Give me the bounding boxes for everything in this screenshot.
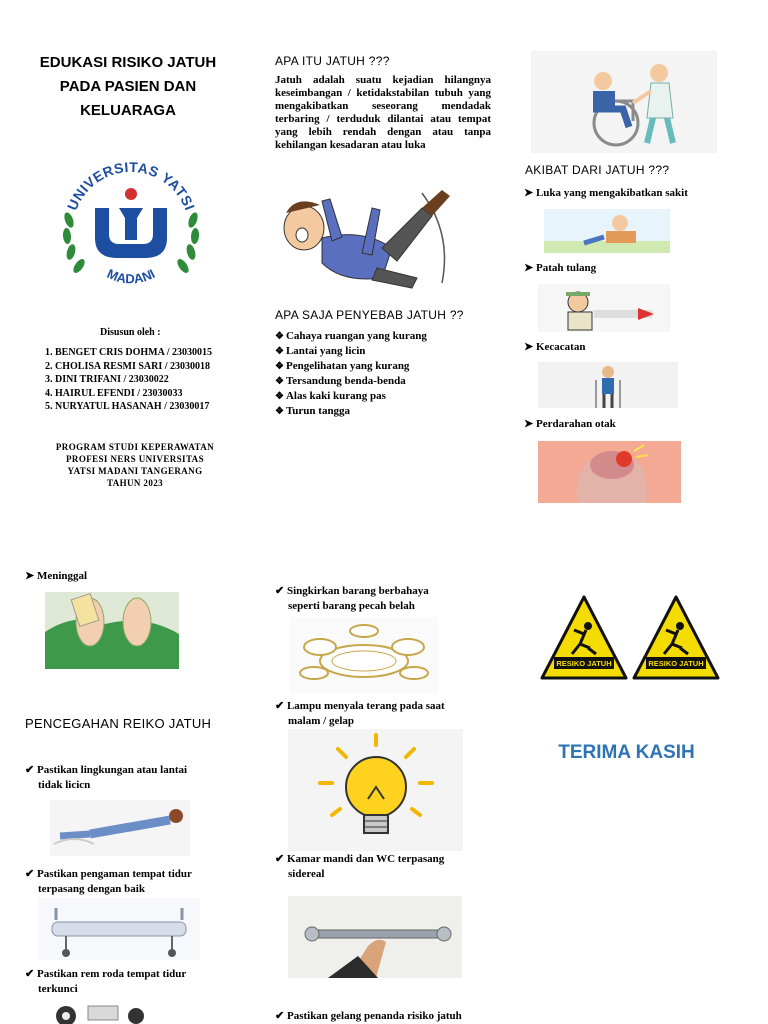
bed-wheel-lock-illustration — [44, 1000, 156, 1024]
program-line: YATSI MADANI TANGERANG — [67, 466, 203, 476]
cause-item — [275, 344, 427, 359]
prevention-item — [25, 867, 192, 897]
arrow-bullet-icon: ➤ — [524, 341, 536, 353]
fall-risk-warning-signs — [540, 594, 720, 682]
author-item: 2. CHOLISA RESMI SARI / 23030018 — [45, 360, 211, 372]
svg-text:MADANI — [105, 266, 158, 286]
cause-text: Alas kaki kurang pas — [285, 390, 386, 402]
diamond-bullet-icon: ❖ — [275, 406, 284, 417]
brochure-title — [28, 51, 228, 123]
prevention-line: terpasang dengan baik — [38, 883, 145, 895]
cause-text: Pengelihatan yang kurang — [285, 360, 410, 372]
lightbulb-icon — [288, 729, 463, 851]
prevention-item — [275, 852, 444, 882]
prevention-line: terkunci — [38, 983, 78, 995]
checkmark-icon: ✔ — [275, 1010, 287, 1022]
diamond-bullet-icon: ❖ — [275, 376, 284, 387]
cause-item — [275, 404, 427, 419]
falling-man-illustration — [272, 183, 462, 293]
title-line: EDUKASI RISIKO JATUH — [39, 54, 217, 71]
diamond-bullet-icon: ❖ — [275, 391, 284, 402]
arrow-bullet-icon: ➤ — [524, 262, 536, 274]
title-line: PADA PASIEN DAN — [59, 78, 197, 95]
fall-definition: Jatuh adalah suatu kejadian hilangnya keseimbangan / ketidakstabilan tubuh yang mengakibatkan seseorang mendadak terbaring / terduduk dilantai atau tempat yang lebih rendah dengan atau tanpa kehilangan kesadaran atau luka — [275, 74, 491, 151]
effect-item — [524, 261, 596, 276]
checkmark-icon: ✔ — [25, 968, 37, 980]
program-line: PROFESI NERS UNIVERSITAS — [66, 454, 204, 464]
cause-item — [275, 374, 427, 389]
author-item: 1. BENGET CRIS DOHMA / 23030015 — [45, 347, 213, 358]
cause-item — [275, 359, 427, 374]
diamond-bullet-icon: ❖ — [275, 331, 284, 342]
dishes-illustration — [290, 617, 438, 693]
prevention-line: malam / gelap — [288, 715, 354, 727]
what-is-fall-heading: APA ITU JATUH ??? — [275, 54, 390, 68]
brain-bleeding-illustration — [538, 441, 681, 503]
effect-text: Patah tulang — [535, 262, 597, 274]
prevention-line: ✔ Lampu menyala terang pada saat — [275, 700, 445, 712]
wheelchair-nurse-illustration — [531, 51, 717, 153]
university-logo — [55, 150, 207, 302]
cause-text: Turun tangga — [285, 405, 351, 417]
cause-text: Tersandung benda-benda — [285, 375, 406, 387]
prevention-line: ✔ Singkirkan barang berbahaya — [275, 585, 429, 597]
thank-you-text: TERIMA KASIH — [558, 742, 695, 763]
death-text: Meninggal — [36, 570, 88, 582]
causes-heading: APA SAJA PENYEBAB JATUH ?? — [275, 308, 464, 322]
checkmark-icon: ✔ — [25, 868, 37, 880]
effect-item — [524, 417, 616, 432]
hospital-bed-illustration — [38, 898, 200, 960]
svg-text:UNIVERSITAS YATSI — [64, 159, 198, 213]
cause-text: Lantai yang licin — [285, 345, 366, 357]
effects-heading: AKIBAT DARI JATUH ??? — [525, 163, 670, 177]
prevention-line: ✔ Kamar mandi dan WC terpasang — [275, 853, 445, 865]
checkmark-icon: ✔ — [275, 700, 287, 712]
cause-item — [275, 329, 427, 344]
compiled-by-label: Disusun oleh : — [100, 327, 161, 338]
prevention-item — [275, 584, 429, 614]
checkmark-icon: ✔ — [275, 585, 287, 597]
arrow-bullet-icon: ➤ — [25, 570, 37, 582]
title-line: KELUARAGA — [80, 102, 176, 119]
diamond-bullet-icon: ❖ — [275, 361, 284, 372]
arrow-bullet-icon: ➤ — [524, 187, 536, 199]
grab-bar-illustration — [288, 896, 462, 978]
effect-text: Kecacatan — [535, 341, 586, 353]
program-line: PROGRAM STUDI KEPERAWATAN — [55, 442, 215, 452]
prevention-item — [275, 1009, 462, 1024]
prevention-line: ✔ Pastikan pengaman tempat tidur — [25, 868, 192, 880]
disability-illustration — [538, 362, 678, 408]
sign-label: RESIKO JATUH — [556, 659, 612, 668]
injured-child-illustration — [544, 209, 670, 253]
death-tag-illustration — [45, 592, 179, 669]
broken-bone-illustration — [538, 284, 670, 332]
author-item: 4. HAIRUL EFENDI / 23030033 — [45, 387, 183, 399]
author-item: 3. DINI TRIFANI / 23030022 — [45, 374, 169, 385]
death-item — [25, 569, 87, 584]
program-line: TAHUN 2023 — [106, 478, 164, 488]
prevention-line: ✔ Pastikan gelang penanda risiko jatuh — [275, 1010, 462, 1022]
effect-item — [524, 186, 688, 201]
effect-text: Luka yang mengakibatkan sakit — [535, 187, 688, 199]
prevention-line: tidak licicn — [38, 779, 91, 791]
prevention-line: ✔ Pastikan rem roda tempat tidur — [25, 968, 187, 980]
logo-bottom-text: MADANI — [104, 265, 158, 287]
cause-item — [275, 389, 427, 404]
diamond-bullet-icon: ❖ — [275, 346, 284, 357]
logo-top-text: UNIVERSITAS YATSI — [63, 158, 199, 213]
prevention-line: sidereal — [288, 868, 325, 880]
prevention-item — [275, 699, 445, 729]
author-item: 5. NURYATUL HASANAH / 23030017 — [45, 401, 210, 412]
prevention-line: ✔ Pastikan lingkungan atau lantai — [25, 764, 188, 776]
checkmark-icon: ✔ — [25, 764, 37, 776]
arrow-bullet-icon: ➤ — [524, 418, 536, 430]
prevention-line: seperti barang pecah belah — [288, 600, 415, 612]
prevention-item — [25, 763, 187, 793]
author-list — [45, 346, 212, 414]
prevention-item — [25, 967, 186, 997]
slippery-floor-illustration — [50, 800, 190, 856]
effect-text: Perdarahan otak — [535, 418, 616, 430]
cause-text: Cahaya ruangan yang kurang — [285, 330, 427, 342]
checkmark-icon: ✔ — [275, 853, 287, 865]
effect-item — [524, 340, 585, 355]
program-text — [30, 441, 240, 489]
prevention-heading: PENCEGAHAN REIKO JATUH — [25, 716, 212, 731]
sign-label: RESIKO JATUH — [648, 659, 704, 668]
causes-list — [275, 329, 427, 419]
